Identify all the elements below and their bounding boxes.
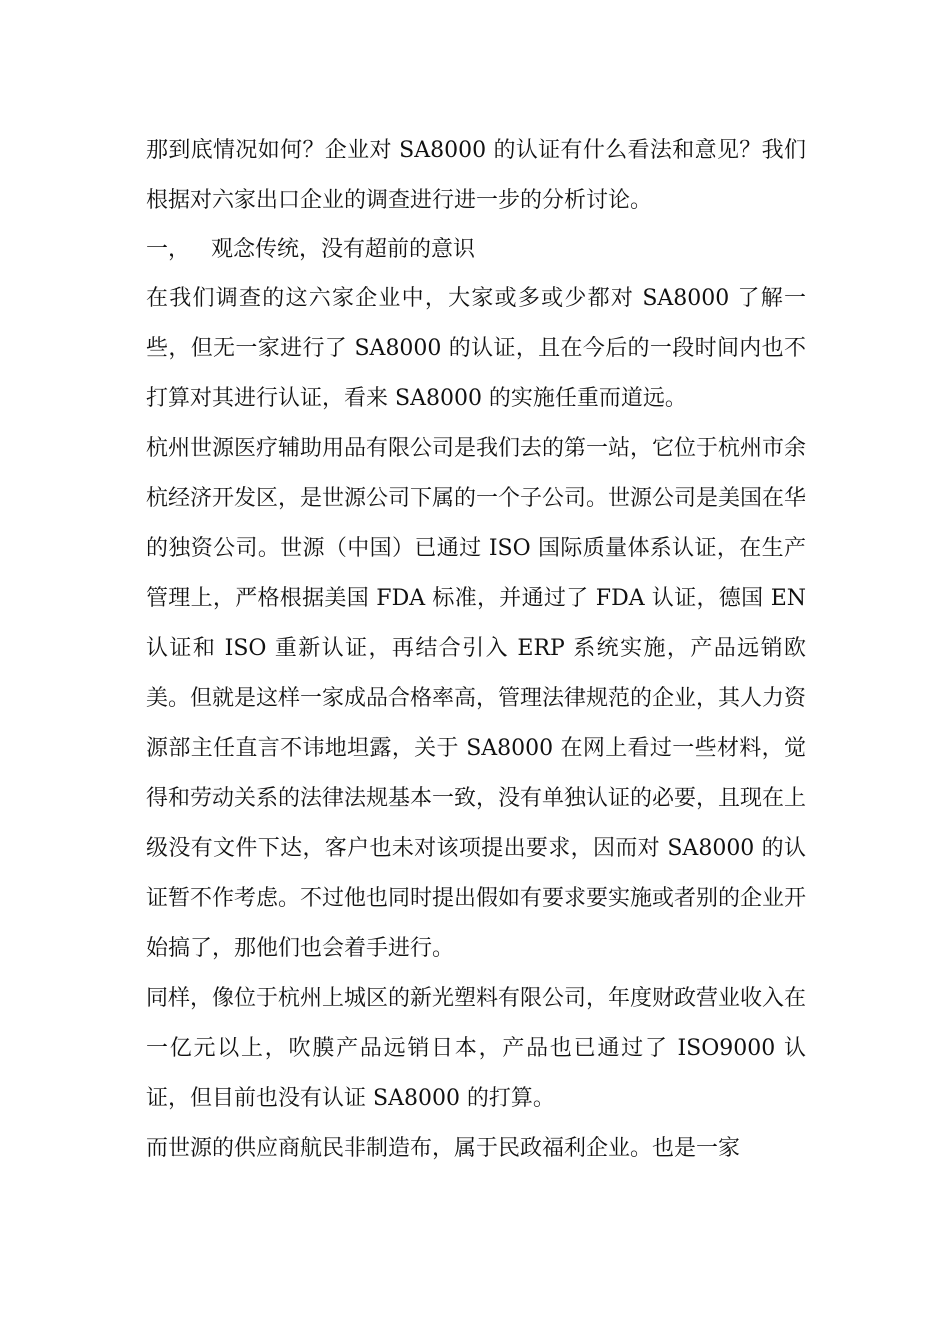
paragraph-hangmin-company: 而世源的供应商航民非制造布，属于民政福利企业。也是一家 <box>146 1136 741 1161</box>
paragraph-intro: 那到底情况如何？企业对 SA8000 的认证有什么看法和意见？我们根据对六家出口企业的调查进行进一步的分析讨论。 <box>146 138 806 213</box>
paragraph-xinguang-company: 同样，像位于杭州上城区的新光塑料有限公司，年度财政营业收入在一亿元以上，吹膜产品远销日本，产品也已通过了 ISO9000 认证，但目前也没有认证 SA8000 的打算。 <box>146 986 807 1111</box>
section-heading-1: 一， 观念传统，没有超前的意识 <box>146 237 475 262</box>
document-body <box>146 126 806 1174</box>
paragraph-survey-overview: 在我们调查的这六家企业中，大家或多或少都对 SA8000 了解一些，但无一家进行了 SA8000 的认证，且在今后的一段时间内也不打算对其进行认证，看来 SA8000 的实施任重而道远。 <box>146 286 806 411</box>
paragraph-shiyuan-company: 杭州世源医疗辅助用品有限公司是我们去的第一站，它位于杭州市余杭经济开发区，是世源公司下属的一个子公司。世源公司是美国在华的独资公司。世源（中国）已通过 ISO 国际质量体系认证，在生产管理上，严格根据美国 FDA 标准，并通过了 FDA 认证，德国 EN 认证和 ISO 重新认证，再结合引入 ERP 系统实施，产品远销欧美。但就是这样一家成品合格率高，管理法律规范的企业，其人力资源部主任直言不讳地坦露，关于 SA8000 在网上看过一些材料，觉得和劳动关系的法律法规基本一致，没有单独认证的必要，且现在上级没有文件下达，客户也未对该项提出要求，因而对 SA8000 的认证暂不作考虑。不过他也同时提出假如有要求要实施或者别的企业开始搞了，那他们也会着手进行。 <box>146 436 807 961</box>
